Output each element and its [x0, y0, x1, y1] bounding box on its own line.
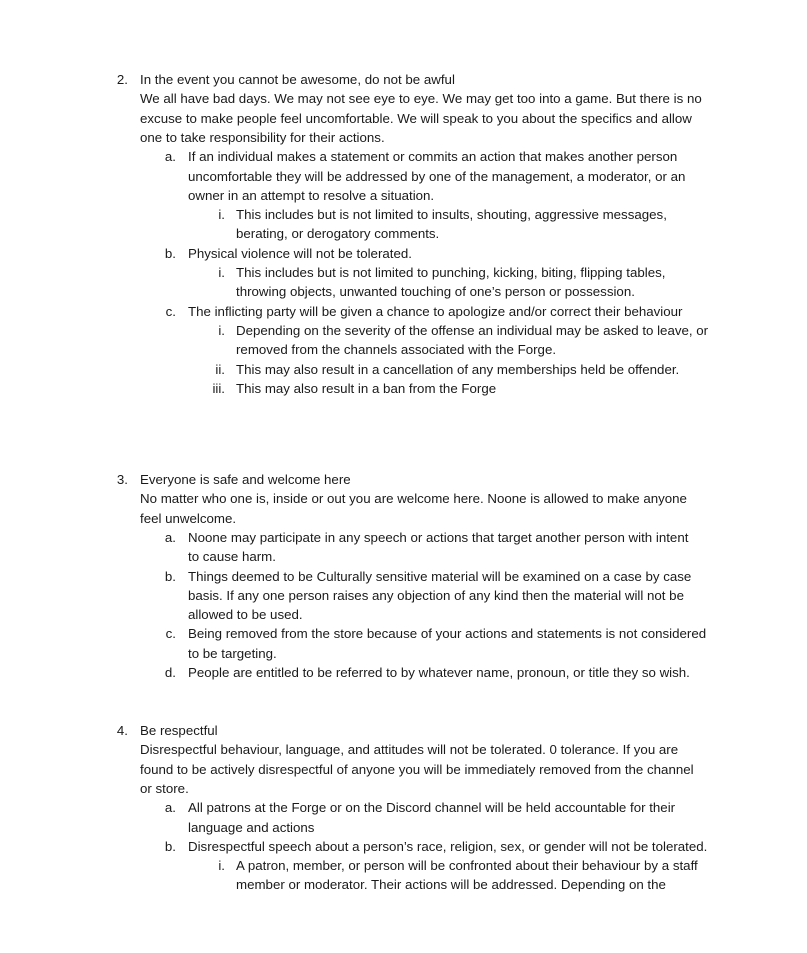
list-item-line: to cause harm. [188, 549, 276, 565]
sub-item-marker: i. [218, 265, 225, 280]
section-paragraph-line: found to be actively disrespectful of anyone you will be immediately removed from the channel [140, 761, 694, 777]
list-item-marker: b. [164, 568, 176, 584]
list-item-marker: c. [165, 626, 176, 642]
list-item-line: Being removed from the store because of your actions and statements is not considered [188, 626, 707, 642]
sub-item-line: berating, or derogatory comments. [236, 226, 440, 242]
list-item-marker: d. [164, 665, 176, 680]
list-item-line: to be targeting. [188, 645, 277, 661]
list-item-line: owner in an attempt to resolve a situation. [188, 187, 435, 203]
section-paragraph-line: feel unwelcome. [140, 510, 237, 526]
list-item-line: language and actions [188, 819, 315, 835]
list-item-line: basis. If any one person raises any objection of any kind then the material will not be [188, 587, 684, 603]
list-item-line: uncomfortable they will be addressed by one of the management, a moderator, or an [188, 168, 686, 184]
list-item-line: allowed to be used. [188, 607, 303, 623]
section-paragraph-line: No matter who one is, inside or out you are welcome here. Noone is allowed to make anyone [140, 491, 687, 507]
section-paragraph-line: Disrespectful behaviour, language, and attitudes will not be tolerated. 0 tolerance. If you are [140, 742, 679, 758]
section-paragraph-line: We all have bad days. We may not see eye to eye. We may get too into a game. But there is no [140, 91, 702, 107]
section-heading: Everyone is safe and welcome here [140, 472, 351, 487]
sub-item-line: This may also result in a cancellation of any memberships held be offender. [236, 361, 680, 377]
list-item-line: Disrespectful speech about a person’s race, religion, sex, or gender will not be tolerated. [188, 838, 708, 854]
section-paragraph-line: one to take responsibility for their actions. [140, 129, 385, 145]
list-item-marker: c. [165, 303, 176, 319]
sub-item-line: This may also result in a ban from the Forge [236, 380, 497, 396]
sub-item-marker: i. [218, 858, 225, 874]
sub-item-marker: i. [218, 322, 225, 338]
sub-item-marker: iii. [212, 380, 225, 396]
section-paragraph-line: or store. [140, 780, 189, 796]
list-item-line: People are entitled to be referred to by whatever name, pronoun, or title they so wish. [188, 665, 690, 680]
list-item-line: All patrons at the Forge or on the Discord channel will be held accountable for their [188, 800, 676, 816]
list-item-marker: a. [164, 800, 176, 816]
sub-item-line: throwing objects, unwanted touching of one’s person or possession. [236, 284, 635, 300]
section-number: 3. [116, 472, 128, 487]
sub-item-line: This includes but is not limited to insults, shouting, aggressive messages, [236, 207, 667, 223]
sub-item-line: removed from the channels associated with the Forge. [236, 342, 557, 358]
section-number: 4. [116, 723, 128, 738]
section-heading: In the event you cannot be awesome, do not be awful [140, 72, 455, 87]
sub-item-line: member or moderator. Their actions will be addressed. Depending on the [236, 877, 666, 893]
section-heading: Be respectful [140, 723, 218, 738]
sub-item-line: This includes but is not limited to punching, kicking, biting, flipping tables, [236, 265, 666, 280]
list-item-marker: b. [164, 838, 176, 854]
list-item-marker: a. [164, 529, 176, 545]
list-item-line: Physical violence will not be tolerated. [188, 245, 412, 261]
list-item-line: Noone may participate in any speech or actions that target another person with intent [188, 529, 689, 545]
sub-item-line: Depending on the severity of the offense an individual may be asked to leave, or [236, 322, 709, 338]
sub-item-marker: i. [218, 207, 225, 223]
sub-item-line: A patron, member, or person will be confronted about their behaviour by a staff [236, 858, 698, 874]
section-number: 2. [116, 72, 128, 87]
section-paragraph-line: excuse to make people feel uncomfortable. We will speak to you about the specifics and allow [140, 110, 692, 126]
list-item-marker: a. [164, 149, 176, 165]
sub-item-marker: ii. [215, 361, 225, 377]
list-item-line: The inflicting party will be given a chance to apologize and/or correct their behaviour [188, 303, 683, 319]
list-item-marker: b. [164, 245, 176, 261]
list-item-line: If an individual makes a statement or commits an action that makes another person [188, 149, 678, 165]
list-item-line: Things deemed to be Culturally sensitive material will be examined on a case by case [188, 568, 692, 584]
